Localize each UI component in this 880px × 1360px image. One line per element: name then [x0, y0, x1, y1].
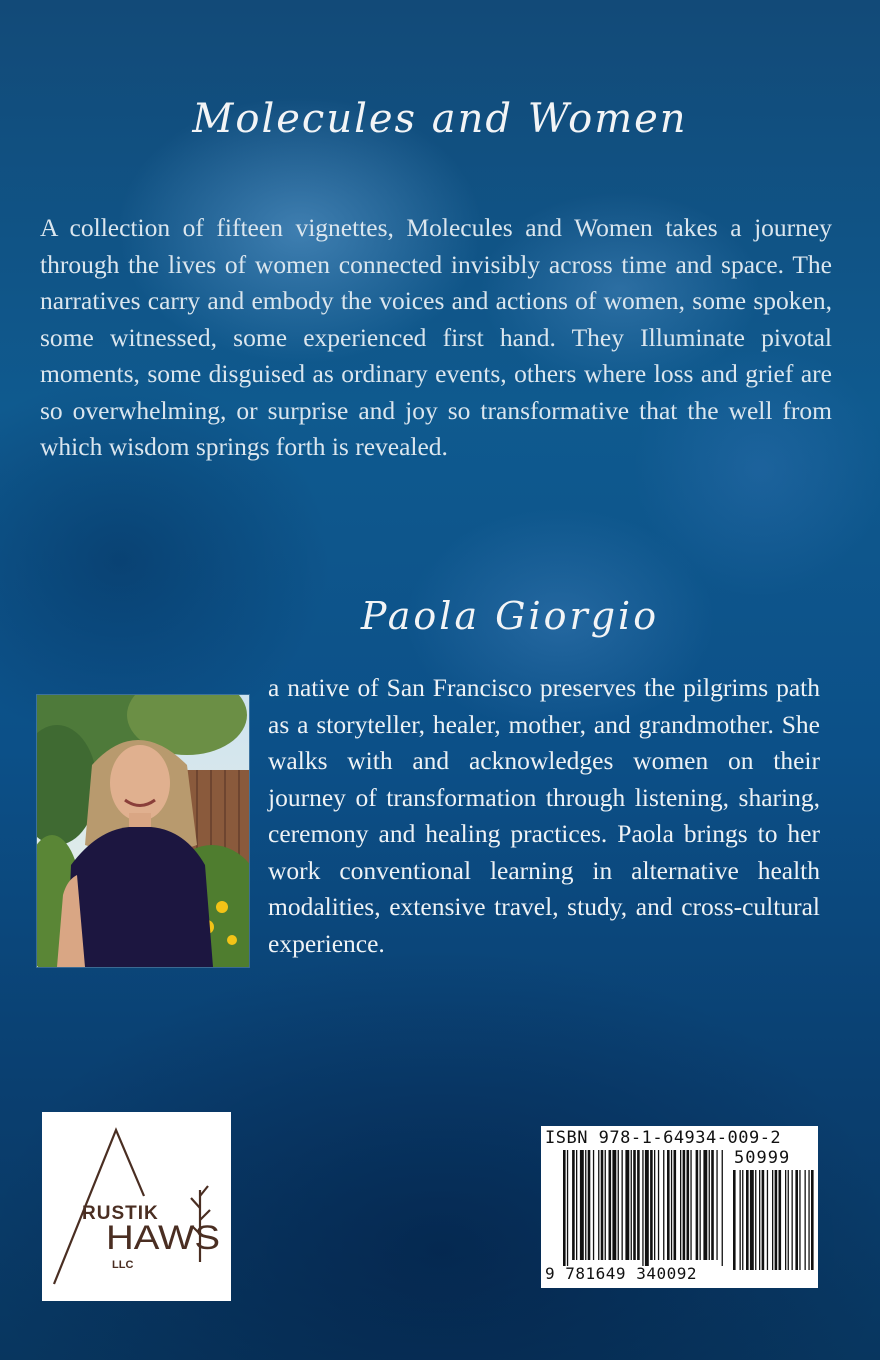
barcode-bar [654, 1150, 655, 1260]
barcode-bar [788, 1170, 789, 1270]
barcode-bar [588, 1150, 591, 1260]
barcode-bar [808, 1170, 809, 1270]
barcode-bar [690, 1150, 691, 1260]
barcode-bar [576, 1150, 577, 1260]
author-photo [36, 694, 250, 968]
barcode-bar [696, 1150, 699, 1260]
barcode-bar [622, 1150, 623, 1260]
barcode-bar [799, 1170, 800, 1270]
publisher-logo [42, 1112, 231, 1301]
barcode-bar [593, 1150, 594, 1260]
barcode-bar [618, 1150, 619, 1260]
barcode-bar [580, 1150, 584, 1260]
ean-digits: 9 781649 340092 [545, 1264, 697, 1283]
barcode-bar [772, 1170, 773, 1270]
barcode-bar [683, 1150, 686, 1260]
barcode-bar [740, 1170, 741, 1270]
barcode-bar [674, 1150, 677, 1260]
barcode-bar [746, 1170, 749, 1270]
logo-line-haws: HAWS [106, 1219, 220, 1257]
barcode-bar [642, 1150, 643, 1266]
barcode-bar [792, 1170, 793, 1270]
barcode-bar [722, 1150, 723, 1266]
barcode-bar [775, 1170, 778, 1270]
isbn-barcode [541, 1126, 818, 1288]
barcode-bar [567, 1150, 568, 1266]
book-title: Molecules and Women [192, 96, 688, 142]
barcode-bar [572, 1150, 575, 1260]
barcode-bar [637, 1150, 640, 1260]
barcode-bar [762, 1170, 765, 1270]
author-bio: a native of San Francisco preserves the pilgrims path as a storyteller, healer, mother, and grandmother. She walks with and acknowledges women on their journey of transformation through listening, sharing, ceremony and healing practices. Paola brings to her work conventional learning in alternative health modalities, extensive travel, study, and cross-cultural experience. [268, 673, 820, 958]
barcode-bar [795, 1170, 798, 1270]
barcode-bar [779, 1170, 782, 1270]
barcode-bar [759, 1170, 760, 1270]
logo-line-rustik: RUSTIK [82, 1203, 159, 1224]
logo-line-llc: LLC [112, 1259, 134, 1271]
barcode-bar [680, 1150, 681, 1260]
barcode-bar [663, 1150, 664, 1260]
barcode-bar [598, 1150, 599, 1260]
barcode-bar [671, 1150, 672, 1260]
barcode-bar [667, 1150, 670, 1260]
barcode-bar [733, 1170, 736, 1270]
barcode-bar [687, 1150, 690, 1260]
barcode-bar [609, 1150, 612, 1260]
barcode-bar [711, 1150, 714, 1260]
barcode-bar [755, 1170, 756, 1270]
barcode-bar [631, 1150, 632, 1260]
barcode-bar [585, 1150, 586, 1260]
barcode-bar [658, 1150, 659, 1260]
barcode-bar [805, 1170, 806, 1270]
barcode-bar [650, 1150, 653, 1260]
barcode-bar [563, 1150, 566, 1266]
barcode-bar [709, 1150, 710, 1260]
barcode-bar [742, 1170, 743, 1270]
barcode-bar [811, 1170, 814, 1270]
barcode-bar [767, 1170, 768, 1270]
price-code: 50999 [734, 1148, 791, 1168]
barcode-bar [750, 1170, 754, 1270]
barcode-bar [625, 1150, 629, 1260]
barcode-bar [700, 1150, 701, 1260]
book-description: A collection of fifteen vignettes, Molecules and Women takes a journey through the lives of women connected invisibly across time and space. The narratives carry and embody the voices and actions of women, some spoken, some witnessed, some experienced first hand. They Illuminate pivotal moments, some disguised as ordinary events, others where loss and grief are so overwhelming, or surprise and joy so transformative that the well from which wisdom springs forth is revealed. [40, 213, 832, 461]
barcode-bar [645, 1150, 649, 1266]
barcode-bar [612, 1150, 616, 1260]
barcode-bar [716, 1150, 717, 1260]
barcode-bar [785, 1170, 786, 1270]
isbn-label: ISBN 978-1-64934-009-2 [545, 1128, 782, 1148]
barcode-bar [633, 1150, 636, 1260]
barcode-bar [605, 1150, 606, 1260]
barcode-bar [703, 1150, 707, 1260]
author-name: Paola Giorgio [360, 594, 660, 638]
barcode-bar [601, 1150, 604, 1260]
